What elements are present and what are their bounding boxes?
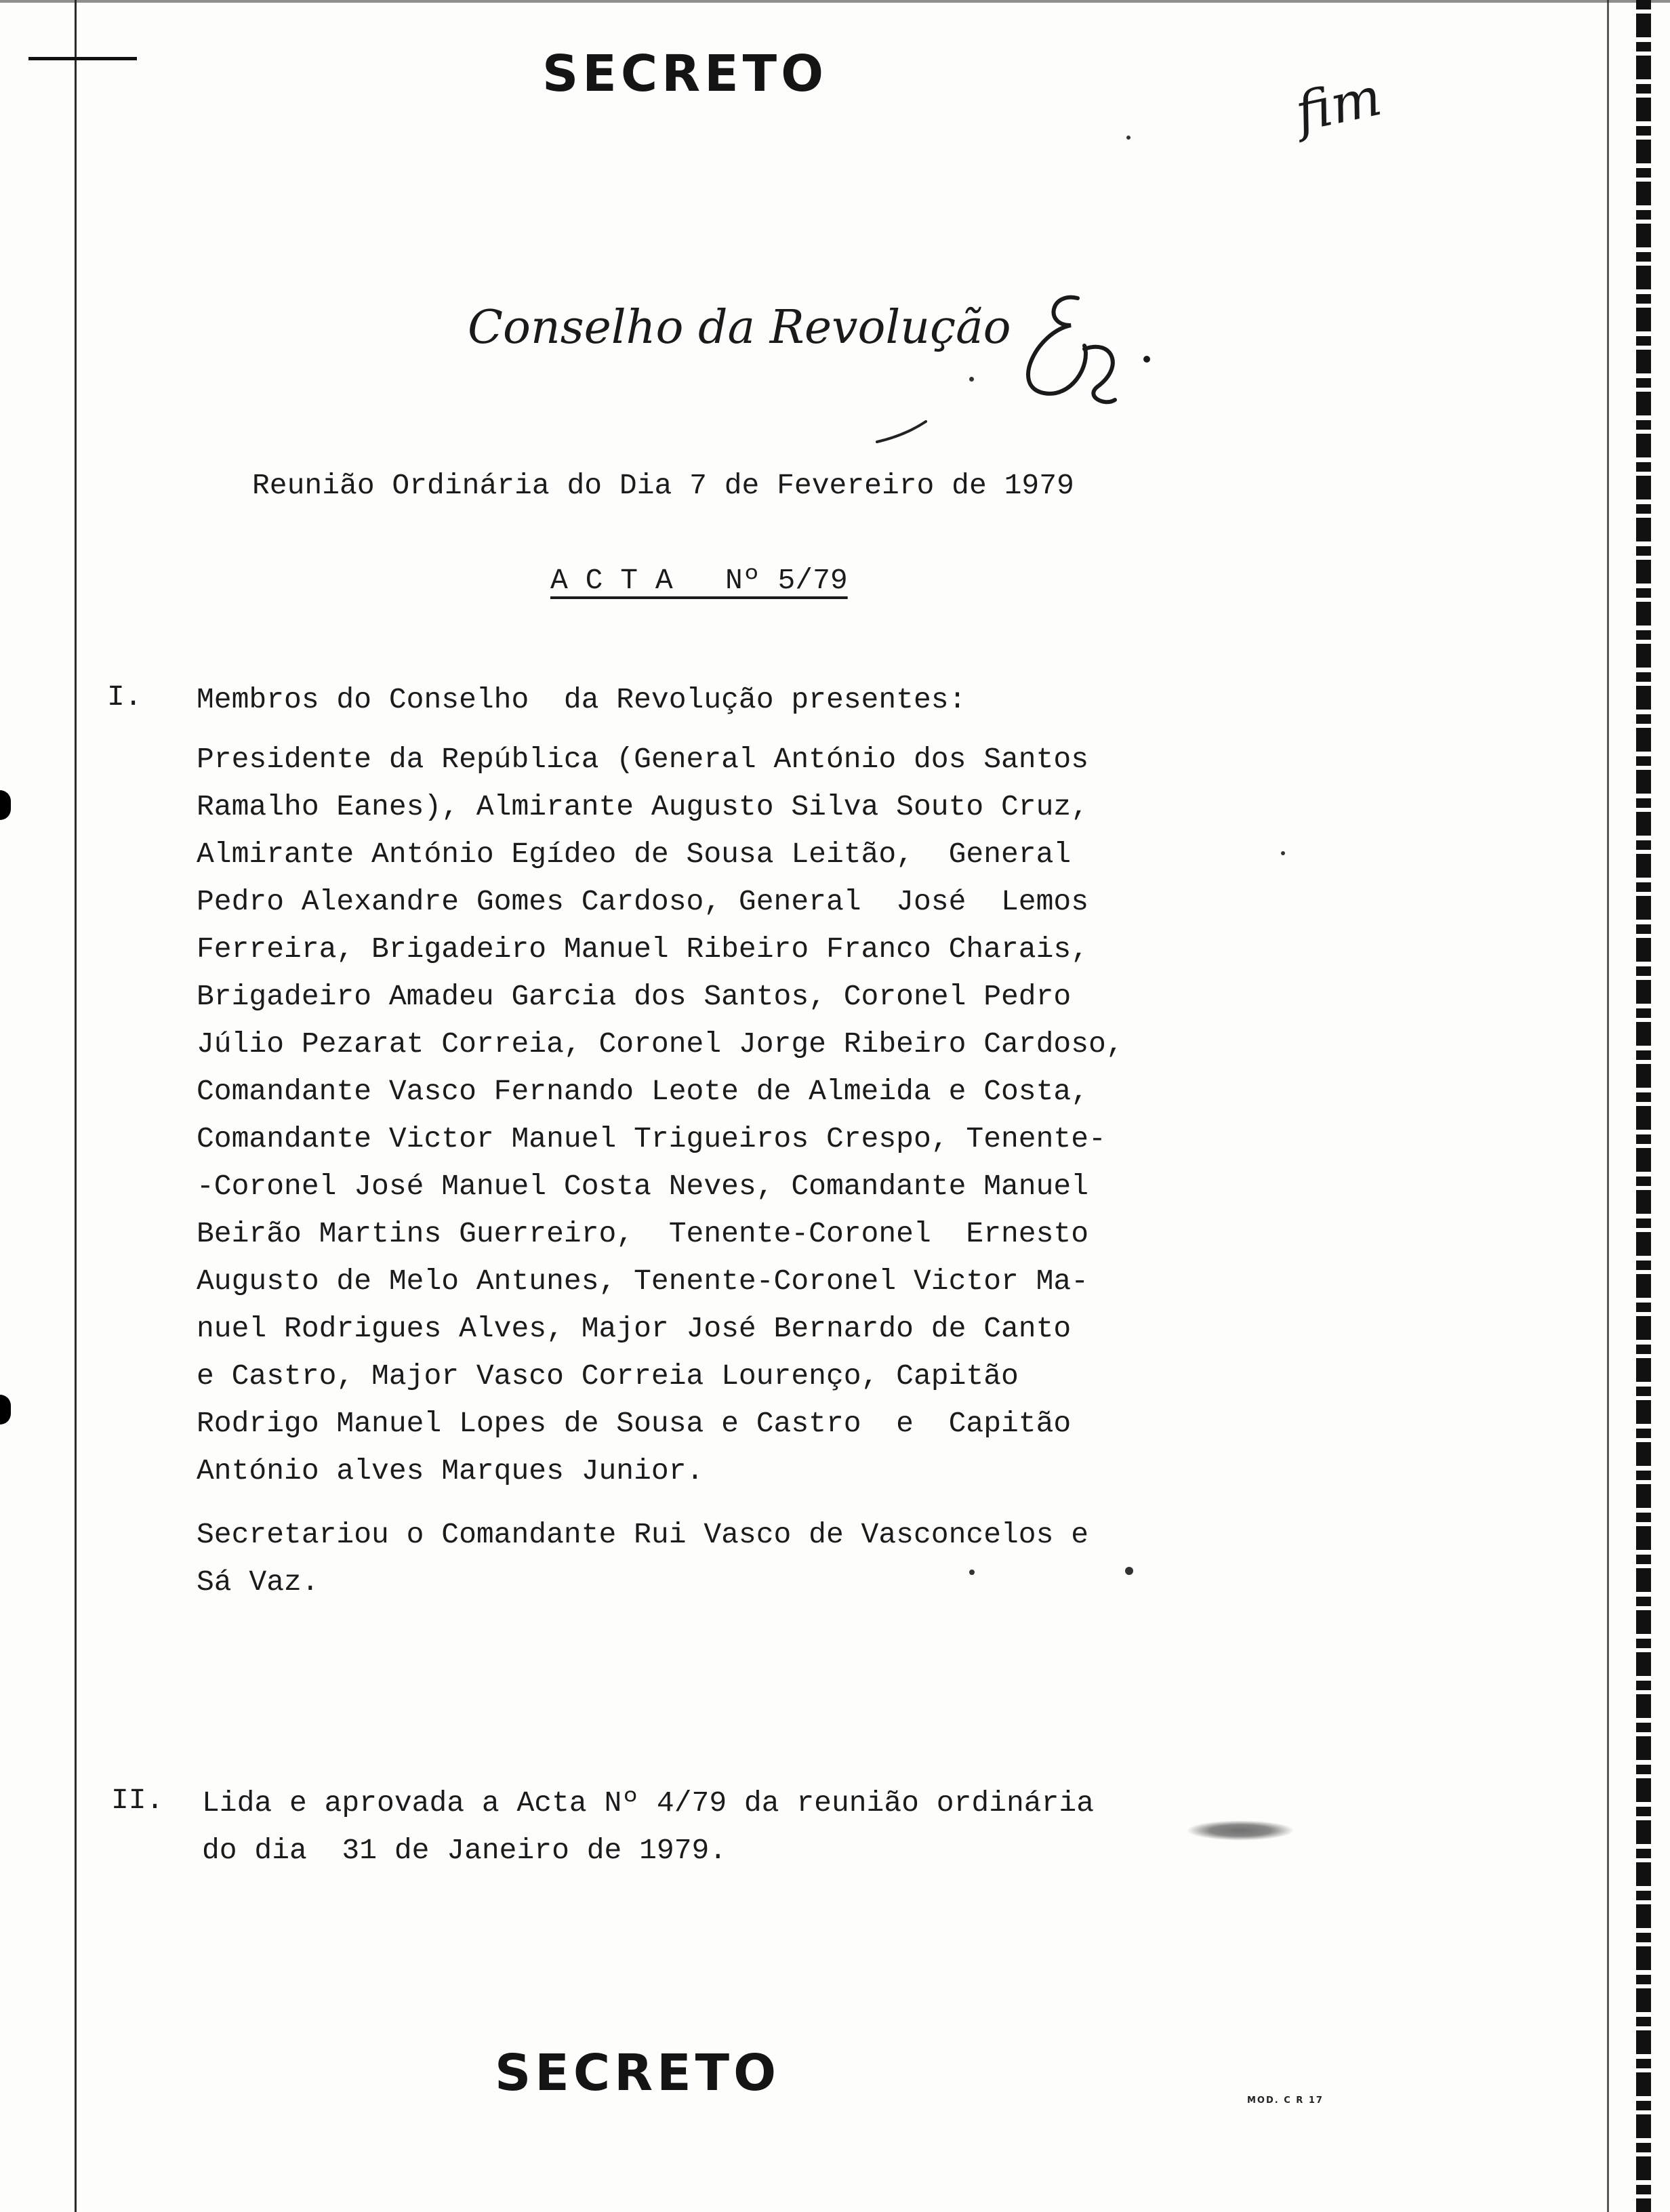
secret-stamp-bottom: SECRETO (495, 2044, 781, 2102)
speck (969, 1570, 975, 1575)
member-line: Rodrigo Manuel Lopes de Sousa e Castro e Capitão (197, 1407, 1072, 1440)
speck (1125, 1567, 1133, 1575)
institution-heading: Conselho da Revolução (468, 301, 1011, 354)
approval-line: do dia 31 de Janeiro de 1979. (202, 1834, 727, 1867)
secretary-line: Secretariou o Comandante Rui Vasco de Vasconcelos e (197, 1518, 1089, 1551)
right-torn-edge (1636, 0, 1651, 2212)
right-margin-line (1607, 0, 1609, 2212)
members-paragraph (197, 736, 1124, 1495)
top-edge-line (0, 0, 1670, 3)
punch-hole (0, 790, 11, 820)
secret-stamp-top: SECRETO (542, 45, 828, 103)
section-heading: Membros do Conselho da Revolução presentes: (197, 683, 966, 716)
meeting-title: Reunião Ordinária do Dia 7 de Fevereiro de 1979 (252, 469, 1074, 502)
section-number: II. (111, 1784, 164, 1817)
punch-hole (0, 1395, 11, 1425)
approval-paragraph (202, 1780, 1094, 1875)
member-line: e Castro, Major Vasco Correia Lourenço, Capitão (197, 1359, 1019, 1393)
secretary-line: Sá Vaz. (197, 1565, 319, 1599)
member-line: Ferreira, Brigadeiro Manuel Ribeiro Franco Charais, (197, 933, 1089, 966)
member-line: Comandante Vasco Fernando Leote de Almeida e Costa, (197, 1075, 1089, 1108)
approval-line: Lida e aprovada a Acta Nº 4/79 da reunião ordinária (202, 1786, 1095, 1820)
handwritten-initials-icon (996, 285, 1159, 420)
secretary-paragraph (197, 1511, 1088, 1606)
speck (969, 377, 974, 382)
member-line: Pedro Alexandre Gomes Cardoso, General José Lemos (197, 885, 1089, 918)
top-margin-mark (28, 57, 137, 60)
acta-number: A C T A Nº 5/79 (550, 564, 848, 597)
member-line: -Coronel José Manuel Costa Neves, Comandante Manuel (197, 1170, 1089, 1203)
section-number: I. (107, 680, 142, 714)
member-line: António alves Marques Junior. (197, 1454, 704, 1488)
marginal-note: fim (1290, 66, 1387, 144)
speck (1126, 136, 1131, 140)
member-line: Presidente da República (General António dos Santos (197, 743, 1089, 776)
member-line: Beirão Martins Guerreiro, Tenente-Coronel Ernesto (197, 1217, 1089, 1250)
ink-smudge (1186, 1820, 1295, 1841)
speck (1281, 851, 1285, 855)
member-line: Augusto de Melo Antunes, Tenente-Coronel Victor Ma- (197, 1265, 1089, 1298)
member-line: Comandante Victor Manuel Trigueiros Crespo, Tenente- (197, 1122, 1106, 1155)
member-line: Almirante António Egídeo de Sousa Leitão, General (197, 838, 1072, 871)
member-line: Ramalho Eanes), Almirante Augusto Silva Souto Cruz, (197, 790, 1089, 823)
member-line: Júlio Pezarat Correia, Coronel Jorge Ribeiro Cardoso, (197, 1027, 1124, 1061)
check-tick-icon (874, 419, 929, 446)
left-margin-line (75, 0, 77, 2212)
member-line: nuel Rodrigues Alves, Major José Bernardo de Canto (197, 1312, 1072, 1345)
form-code: MOD. C R 17 (1247, 2095, 1324, 2106)
member-line: Brigadeiro Amadeu Garcia dos Santos, Coronel Pedro (197, 980, 1072, 1013)
